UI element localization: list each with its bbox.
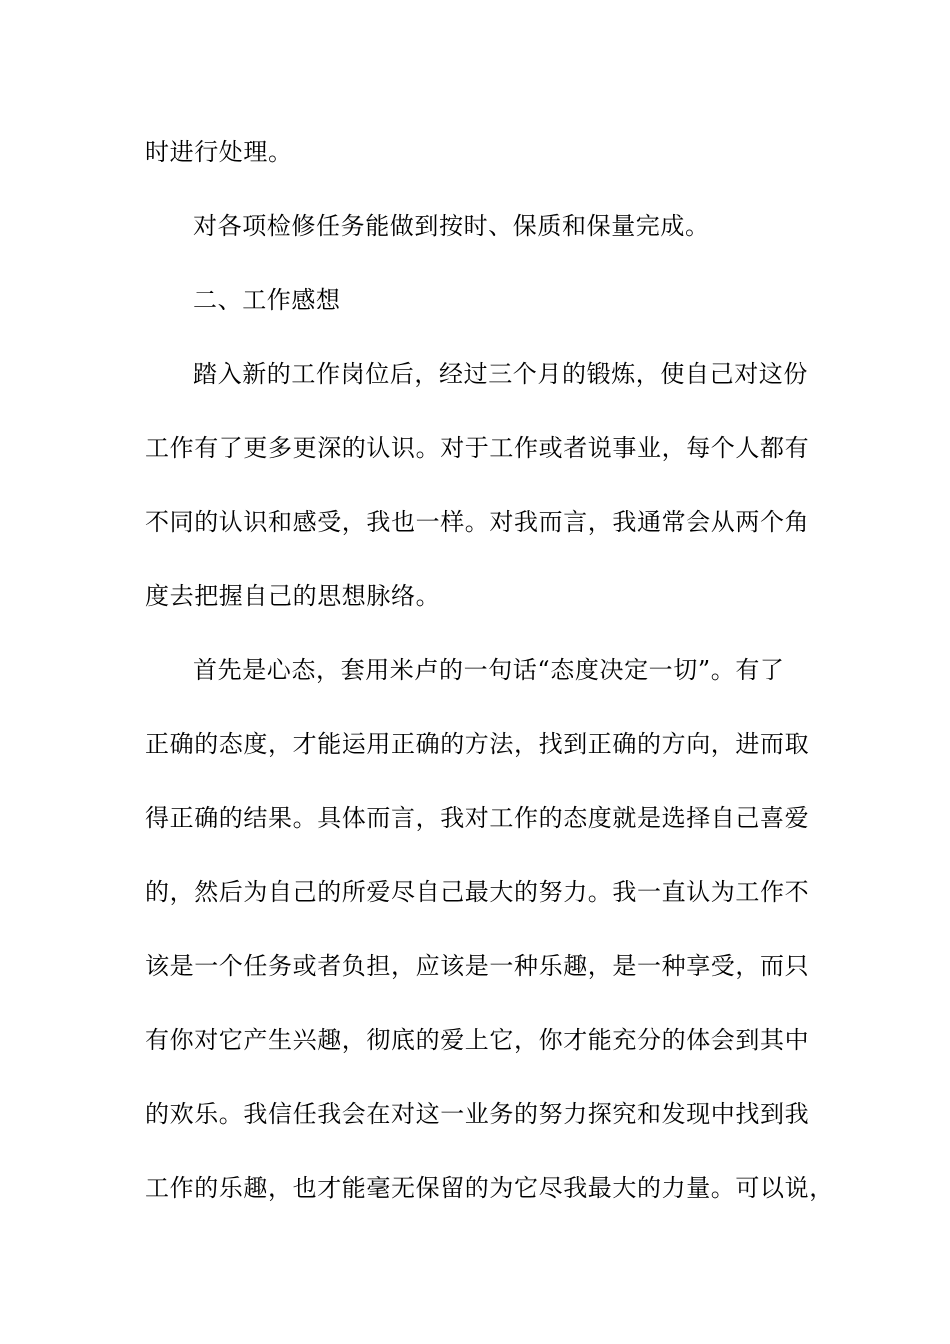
- text-line: 度去把握自己的思想脉络。: [145, 582, 441, 610]
- text-line: 的，然后为自己的所爱尽自己最大的努力。我一直认为工作不: [145, 878, 810, 906]
- text-line: 有你对它产生兴趣，彻底的爱上它，你才能充分的体会到其中: [145, 1026, 810, 1054]
- section-heading: 二、工作感想: [193, 286, 341, 314]
- text-line: 不同的认识和感受，我也一样。对我而言，我通常会从两个角: [145, 508, 810, 536]
- text-line: 踏入新的工作岗位后，经过三个月的锻炼，使自己对这份: [193, 360, 808, 388]
- text-line: 时进行处理。: [145, 138, 293, 166]
- text-line: 正确的态度，才能运用正确的方法，找到正确的方向，进而取: [145, 730, 810, 758]
- text-line: 对各项检修任务能做到按时、保质和保量完成。: [193, 212, 710, 240]
- text-line: 工作有了更多更深的认识。对于工作或者说事业，每个人都有: [145, 434, 810, 462]
- text-line: 工作的乐趣，也才能毫无保留的为它尽我最大的力量。可以说，: [145, 1174, 834, 1202]
- text-line: 该是一个任务或者负担，应该是一种乐趣，是一种享受，而只: [145, 952, 810, 980]
- text-line: 得正确的结果。具体而言，我对工作的态度就是选择自己喜爱: [145, 804, 810, 832]
- text-line: 的欢乐。我信任我会在对这一业务的努力探究和发现中找到我: [145, 1100, 810, 1128]
- text-line: 首先是心态，套用米卢的一句话“态度决定一切”。有了: [193, 656, 785, 684]
